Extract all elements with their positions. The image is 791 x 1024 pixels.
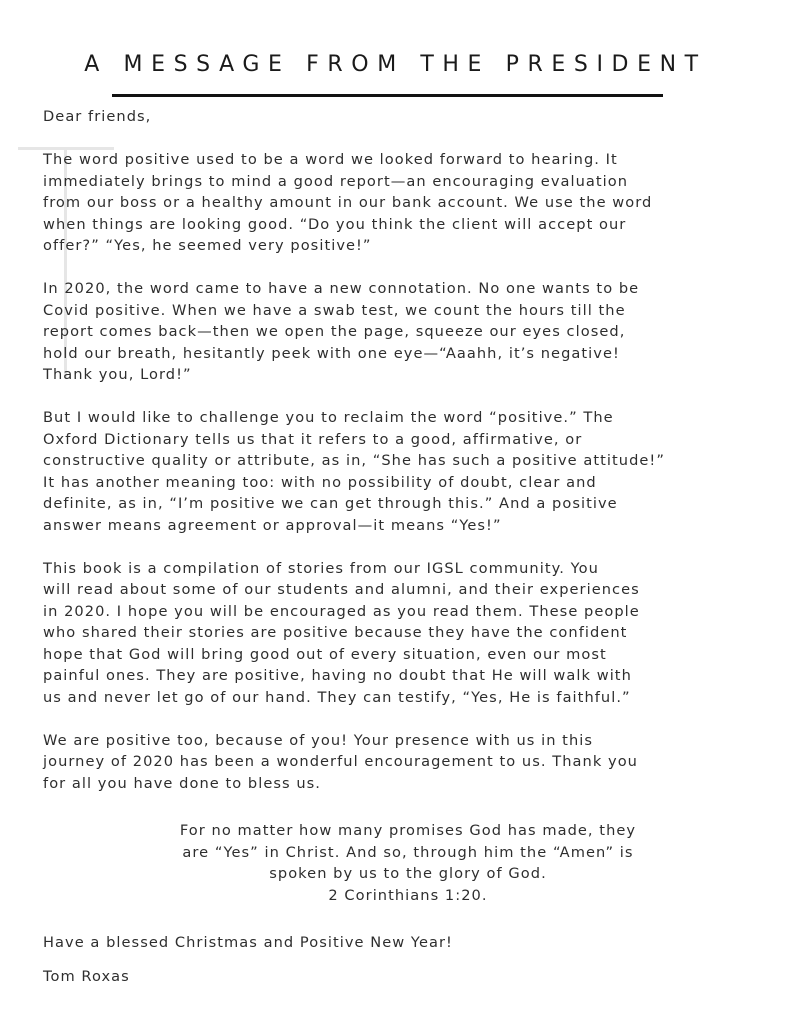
paragraph-3: But I would like to challenge you to reclaim the word “positive.” The Oxford Dictionary tells us that it refers to a good, affirmative, or constructive quality or attribute, as in, “She has such a positive attitude!” It has another meaning too: with no possibility of doubt, clear and definite, as in, “I’m positive we can get through this.” And a positive answer means agreement or approval—it means “Yes!” [43, 409, 665, 534]
closing-line: Have a blessed Christmas and Positive New Year! [43, 934, 453, 951]
paragraph-gap [43, 708, 773, 730]
scripture-text: For no matter how many promises God has made, they are “Yes” in Christ. And so, through him the “Amen” is spoken by us to the glory of God. [179, 822, 637, 882]
page-title: A MESSAGE FROM THE PRESIDENT [84, 52, 707, 77]
paragraph-gap [43, 128, 773, 150]
scripture-reference: 2 Corinthians 1:20. [328, 886, 488, 904]
letter-closing [43, 932, 773, 987]
paragraph-gap [43, 257, 773, 279]
letter-body [43, 106, 773, 794]
paragraph-2: In 2020, the word came to have a new connotation. No one wants to be Covid positive. When we have a swab test, we count the hours till the report comes back—then we open the page, squeeze our eyes closed, hold our breath, hesitantly peek with one eye—“Aaahh, it’s negative! Thank you, Lord!” [43, 280, 640, 383]
paragraph-4: This book is a compilation of stories from our IGSL community. You will read about some of our students and alumni, and their experiences in 2020. I hope you will be encouraged as you read them. These people who shared their stories are positive because they have the confident hope that God will bring good out of every situation, even our most painful ones. They are positive, having no doubt that He will walk with us and never let go of our hand. They can testify, “Yes, He is faithful.” [43, 559, 640, 706]
paragraph-gap [43, 536, 773, 558]
paragraph-1: The word positive used to be a word we looked forward to hearing. It immediately brings to mind a good report—an encouraging evaluation from our boss or a healthy amount in our bank account. We use the word when things are looking good. “Do you think the client will accept our offer?” “Yes, he seemed very positive!” [43, 151, 653, 254]
salutation: Dear friends, [43, 108, 152, 125]
signature: Tom Roxas [43, 967, 130, 985]
scripture-quote [43, 820, 773, 906]
title-underline [112, 94, 663, 97]
paragraph-gap [43, 386, 773, 408]
paragraph-5: We are positive too, because of you! Your presence with us in this journey of 2020 has been a wonderful encouragement to us. Thank you for all you have done to bless us. [43, 731, 638, 792]
